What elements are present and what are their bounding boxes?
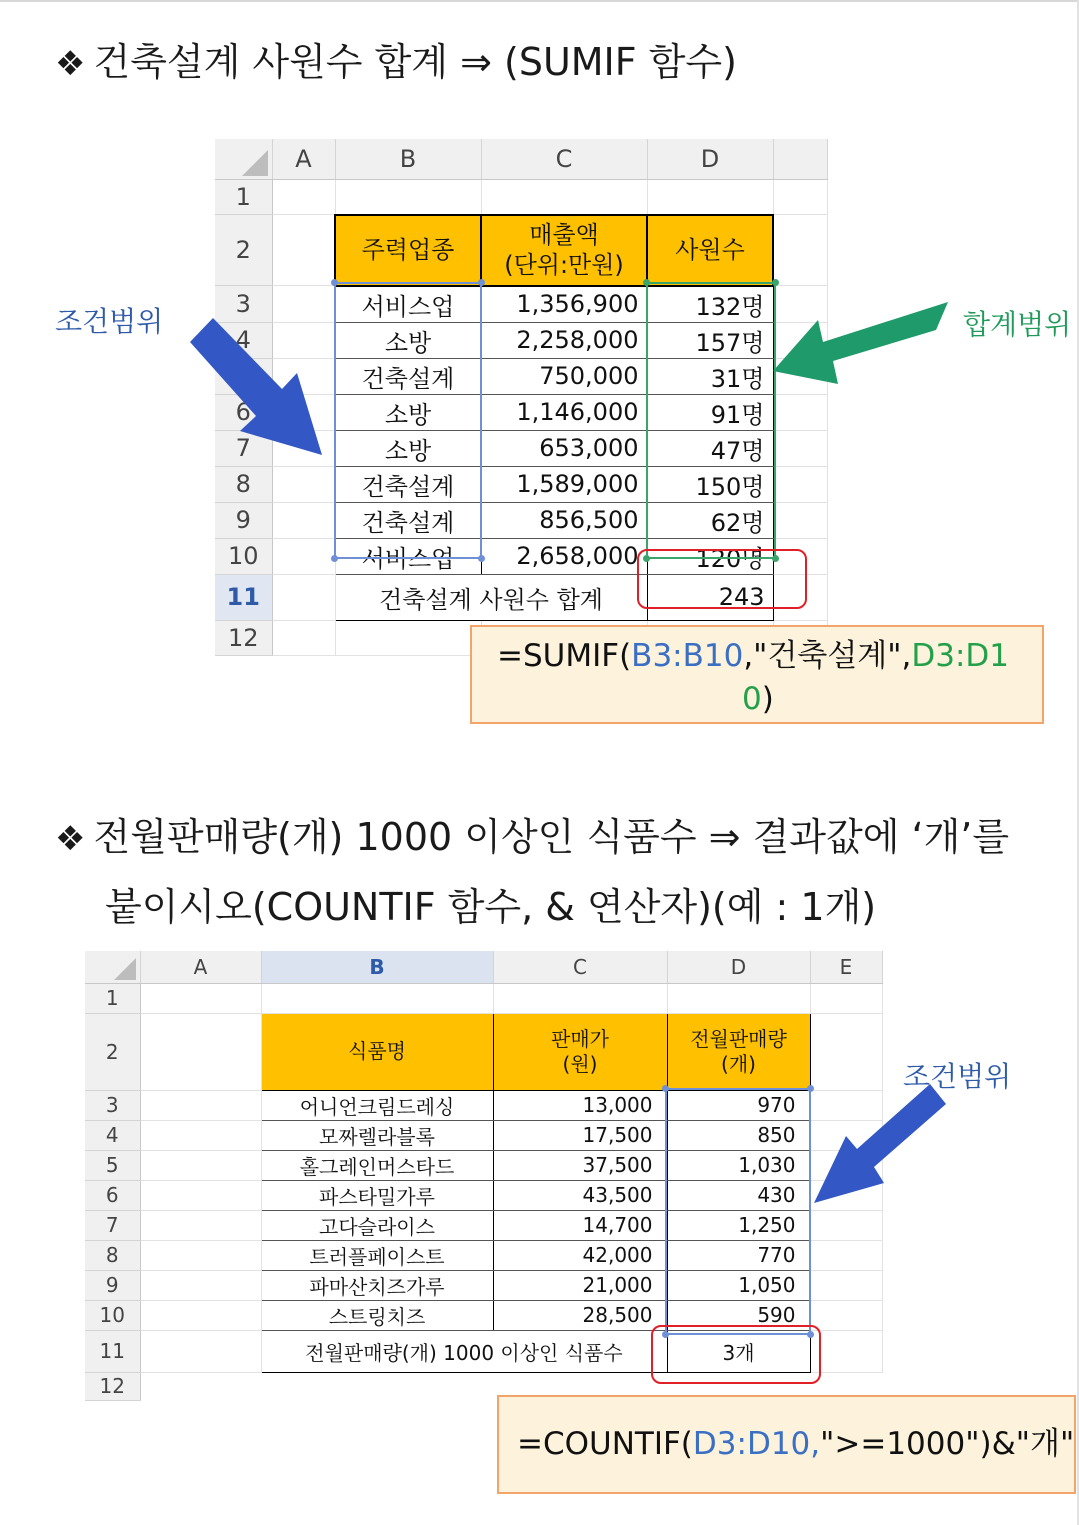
price-cell[interactable]: 42,000 bbox=[493, 1240, 667, 1270]
industry-cell[interactable]: 소방 bbox=[335, 430, 481, 466]
food-name-cell[interactable]: 어니언크림드레싱 bbox=[261, 1090, 493, 1120]
row-header[interactable]: 2 bbox=[85, 1013, 140, 1090]
food-name-cell[interactable]: 트러플페이스트 bbox=[261, 1240, 493, 1270]
employees-cell[interactable]: 62명 bbox=[647, 502, 773, 538]
row-header[interactable]: 3 bbox=[215, 286, 272, 323]
col-header-d[interactable]: D bbox=[647, 139, 773, 179]
row-header[interactable]: 12 bbox=[215, 620, 272, 655]
employees-cell[interactable]: 132명 bbox=[647, 286, 773, 323]
employees-cell[interactable]: 120명 bbox=[647, 538, 773, 574]
food-name-cell[interactable]: 고다슬라이스 bbox=[261, 1210, 493, 1240]
employees-cell[interactable]: 150명 bbox=[647, 466, 773, 502]
sales-cell[interactable]: 2,658,000 bbox=[481, 538, 647, 574]
employees-cell[interactable]: 31명 bbox=[647, 358, 773, 394]
formula-prefix: =COUNTIF( bbox=[517, 1426, 693, 1462]
row-header[interactable]: 4 bbox=[215, 322, 272, 358]
sales-cell[interactable]: 850 bbox=[667, 1120, 810, 1150]
row-header[interactable]: 3 bbox=[85, 1090, 140, 1120]
row-header[interactable]: 5 bbox=[85, 1150, 140, 1180]
formula-criteria: ,"건축설계", bbox=[743, 638, 912, 674]
price-cell[interactable]: 43,500 bbox=[493, 1180, 667, 1210]
header-industry[interactable]: 주력업종 bbox=[335, 215, 481, 286]
row-header[interactable]: 4 bbox=[85, 1120, 140, 1150]
diamond-bullet-icon: ❖ bbox=[55, 44, 86, 84]
col-header-b-active[interactable]: B bbox=[261, 951, 493, 983]
condition-range-label: 조건범위 bbox=[55, 305, 164, 338]
total-label-cell[interactable]: 건축설계 사원수 합계 bbox=[335, 574, 647, 620]
section1-title-text: 건축설계 사원수 합계 ⇒ (SUMIF 함수) bbox=[93, 40, 737, 84]
sales-cell[interactable]: 1,050 bbox=[667, 1270, 810, 1300]
green-arrow-icon bbox=[773, 302, 948, 384]
price-cell[interactable]: 14,700 bbox=[493, 1210, 667, 1240]
header-sales-line2: (개) bbox=[721, 1051, 756, 1076]
header-price-line2: (원) bbox=[562, 1051, 598, 1076]
food-name-cell[interactable]: 홀그레인머스타드 bbox=[261, 1150, 493, 1180]
condition-range-label: 조건범위 bbox=[903, 1060, 1012, 1093]
sales-cell[interactable]: 856,500 bbox=[481, 502, 647, 538]
sales-cell[interactable]: 970 bbox=[667, 1090, 810, 1120]
sales-cell[interactable]: 590 bbox=[667, 1300, 810, 1330]
row-header[interactable]: 9 bbox=[85, 1270, 140, 1300]
total-value-cell[interactable]: 3개 bbox=[667, 1330, 810, 1372]
employees-cell[interactable]: 47명 bbox=[647, 430, 773, 466]
employees-cell[interactable]: 157명 bbox=[647, 322, 773, 358]
header-food-name[interactable]: 식품명 bbox=[261, 1013, 493, 1090]
sales-cell[interactable]: 1,356,900 bbox=[481, 286, 647, 323]
formula-prefix: =SUMIF( bbox=[497, 638, 632, 674]
section2-title-text-1: 전월판매량(개) 1000 이상인 식품수 ⇒ 결과값에 ‘개’를 bbox=[93, 815, 1010, 859]
industry-cell[interactable]: 서비스업 bbox=[335, 286, 481, 323]
sum-range-label: 합계범위 bbox=[963, 308, 1072, 341]
row-header[interactable]: 1 bbox=[85, 983, 140, 1013]
price-cell[interactable]: 13,000 bbox=[493, 1090, 667, 1120]
formula-rest: ">=1000")&"개" bbox=[820, 1426, 1075, 1462]
header-sales-line2: (단위:만원) bbox=[504, 251, 624, 279]
row-header[interactable]: 6 bbox=[85, 1180, 140, 1210]
formula-suffix: ) bbox=[761, 681, 774, 717]
price-cell[interactable]: 28,500 bbox=[493, 1300, 667, 1330]
row-header[interactable]: 8 bbox=[85, 1240, 140, 1270]
food-name-cell[interactable]: 파마산치즈가루 bbox=[261, 1270, 493, 1300]
row-header[interactable]: 12 bbox=[85, 1372, 140, 1400]
formula-sum-range: D3:D1 bbox=[911, 638, 1009, 674]
diamond-bullet-icon: ❖ bbox=[55, 819, 86, 859]
price-cell[interactable]: 17,500 bbox=[493, 1120, 667, 1150]
header-price-line1: 판매가 bbox=[551, 1026, 609, 1051]
header-sales-line1: 매출액 bbox=[529, 221, 599, 249]
col-header-c[interactable]: C bbox=[481, 139, 647, 179]
industry-cell[interactable]: 건축설계 bbox=[335, 502, 481, 538]
food-name-cell[interactable]: 스트링치즈 bbox=[261, 1300, 493, 1330]
industry-cell[interactable]: 건축설계 bbox=[335, 466, 481, 502]
header-sales-line1: 전월판매량 bbox=[690, 1026, 787, 1051]
section2-title-line2: 붙이시오(COUNTIF 함수, & 연산자)(예 : 1개) bbox=[105, 885, 877, 929]
sales-cell[interactable]: 1,250 bbox=[667, 1210, 810, 1240]
row-header[interactable]: 2 bbox=[215, 215, 272, 286]
row-header[interactable]: 10 bbox=[215, 538, 272, 574]
sales-cell[interactable]: 430 bbox=[667, 1180, 810, 1210]
sales-cell[interactable]: 1,589,000 bbox=[481, 466, 647, 502]
row-header[interactable]: 6 bbox=[215, 394, 272, 430]
row-header[interactable]: 10 bbox=[85, 1300, 140, 1330]
row-header[interactable]: 7 bbox=[85, 1210, 140, 1240]
sales-cell[interactable]: 770 bbox=[667, 1240, 810, 1270]
row-header[interactable]: 8 bbox=[215, 466, 272, 502]
food-name-cell[interactable]: 모짜렐라블록 bbox=[261, 1120, 493, 1150]
row-header[interactable]: 11 bbox=[85, 1330, 140, 1372]
header-employees[interactable]: 사원수 bbox=[647, 215, 773, 286]
col-header-d[interactable]: D bbox=[667, 951, 810, 983]
col-header-c[interactable]: C bbox=[493, 951, 667, 983]
col-header-b[interactable]: B bbox=[335, 139, 481, 179]
formula-condition-range: B3:B10 bbox=[631, 638, 744, 674]
blue-arrow-icon bbox=[814, 1084, 946, 1203]
food-name-cell[interactable]: 파스타밀가루 bbox=[261, 1180, 493, 1210]
industry-cell[interactable]: 소방 bbox=[335, 394, 481, 430]
formula-condition-range: D3:D10, bbox=[692, 1426, 821, 1462]
sales-cell[interactable]: 653,000 bbox=[481, 430, 647, 466]
sales-cell[interactable]: 2,258,000 bbox=[481, 322, 647, 358]
row-header[interactable]: 1 bbox=[215, 179, 272, 215]
col-header-a[interactable]: A bbox=[140, 951, 261, 983]
industry-cell[interactable]: 소방 bbox=[335, 322, 481, 358]
price-cell[interactable]: 37,500 bbox=[493, 1150, 667, 1180]
row-header-active[interactable]: 11 bbox=[215, 574, 272, 620]
total-label-cell[interactable]: 전월판매량(개) 1000 이상인 식품수 bbox=[261, 1330, 667, 1372]
sales-cell[interactable]: 1,146,000 bbox=[481, 394, 647, 430]
blue-arrow-icon bbox=[190, 318, 322, 455]
sales-cell[interactable]: 1,030 bbox=[667, 1150, 810, 1180]
sales-cell[interactable]: 750,000 bbox=[481, 358, 647, 394]
industry-cell[interactable]: 서비스업 bbox=[335, 538, 481, 574]
formula-sum-range-end: 0 bbox=[742, 681, 762, 717]
price-cell[interactable]: 21,000 bbox=[493, 1270, 667, 1300]
industry-cell[interactable]: 건축설계 bbox=[335, 358, 481, 394]
col-header-a[interactable]: A bbox=[272, 139, 335, 179]
employees-cell[interactable]: 91명 bbox=[647, 394, 773, 430]
row-header[interactable]: 7 bbox=[215, 430, 272, 466]
col-header-e[interactable]: E bbox=[810, 951, 882, 983]
row-header[interactable]: 9 bbox=[215, 502, 272, 538]
total-value-cell[interactable]: 243 bbox=[647, 574, 773, 620]
